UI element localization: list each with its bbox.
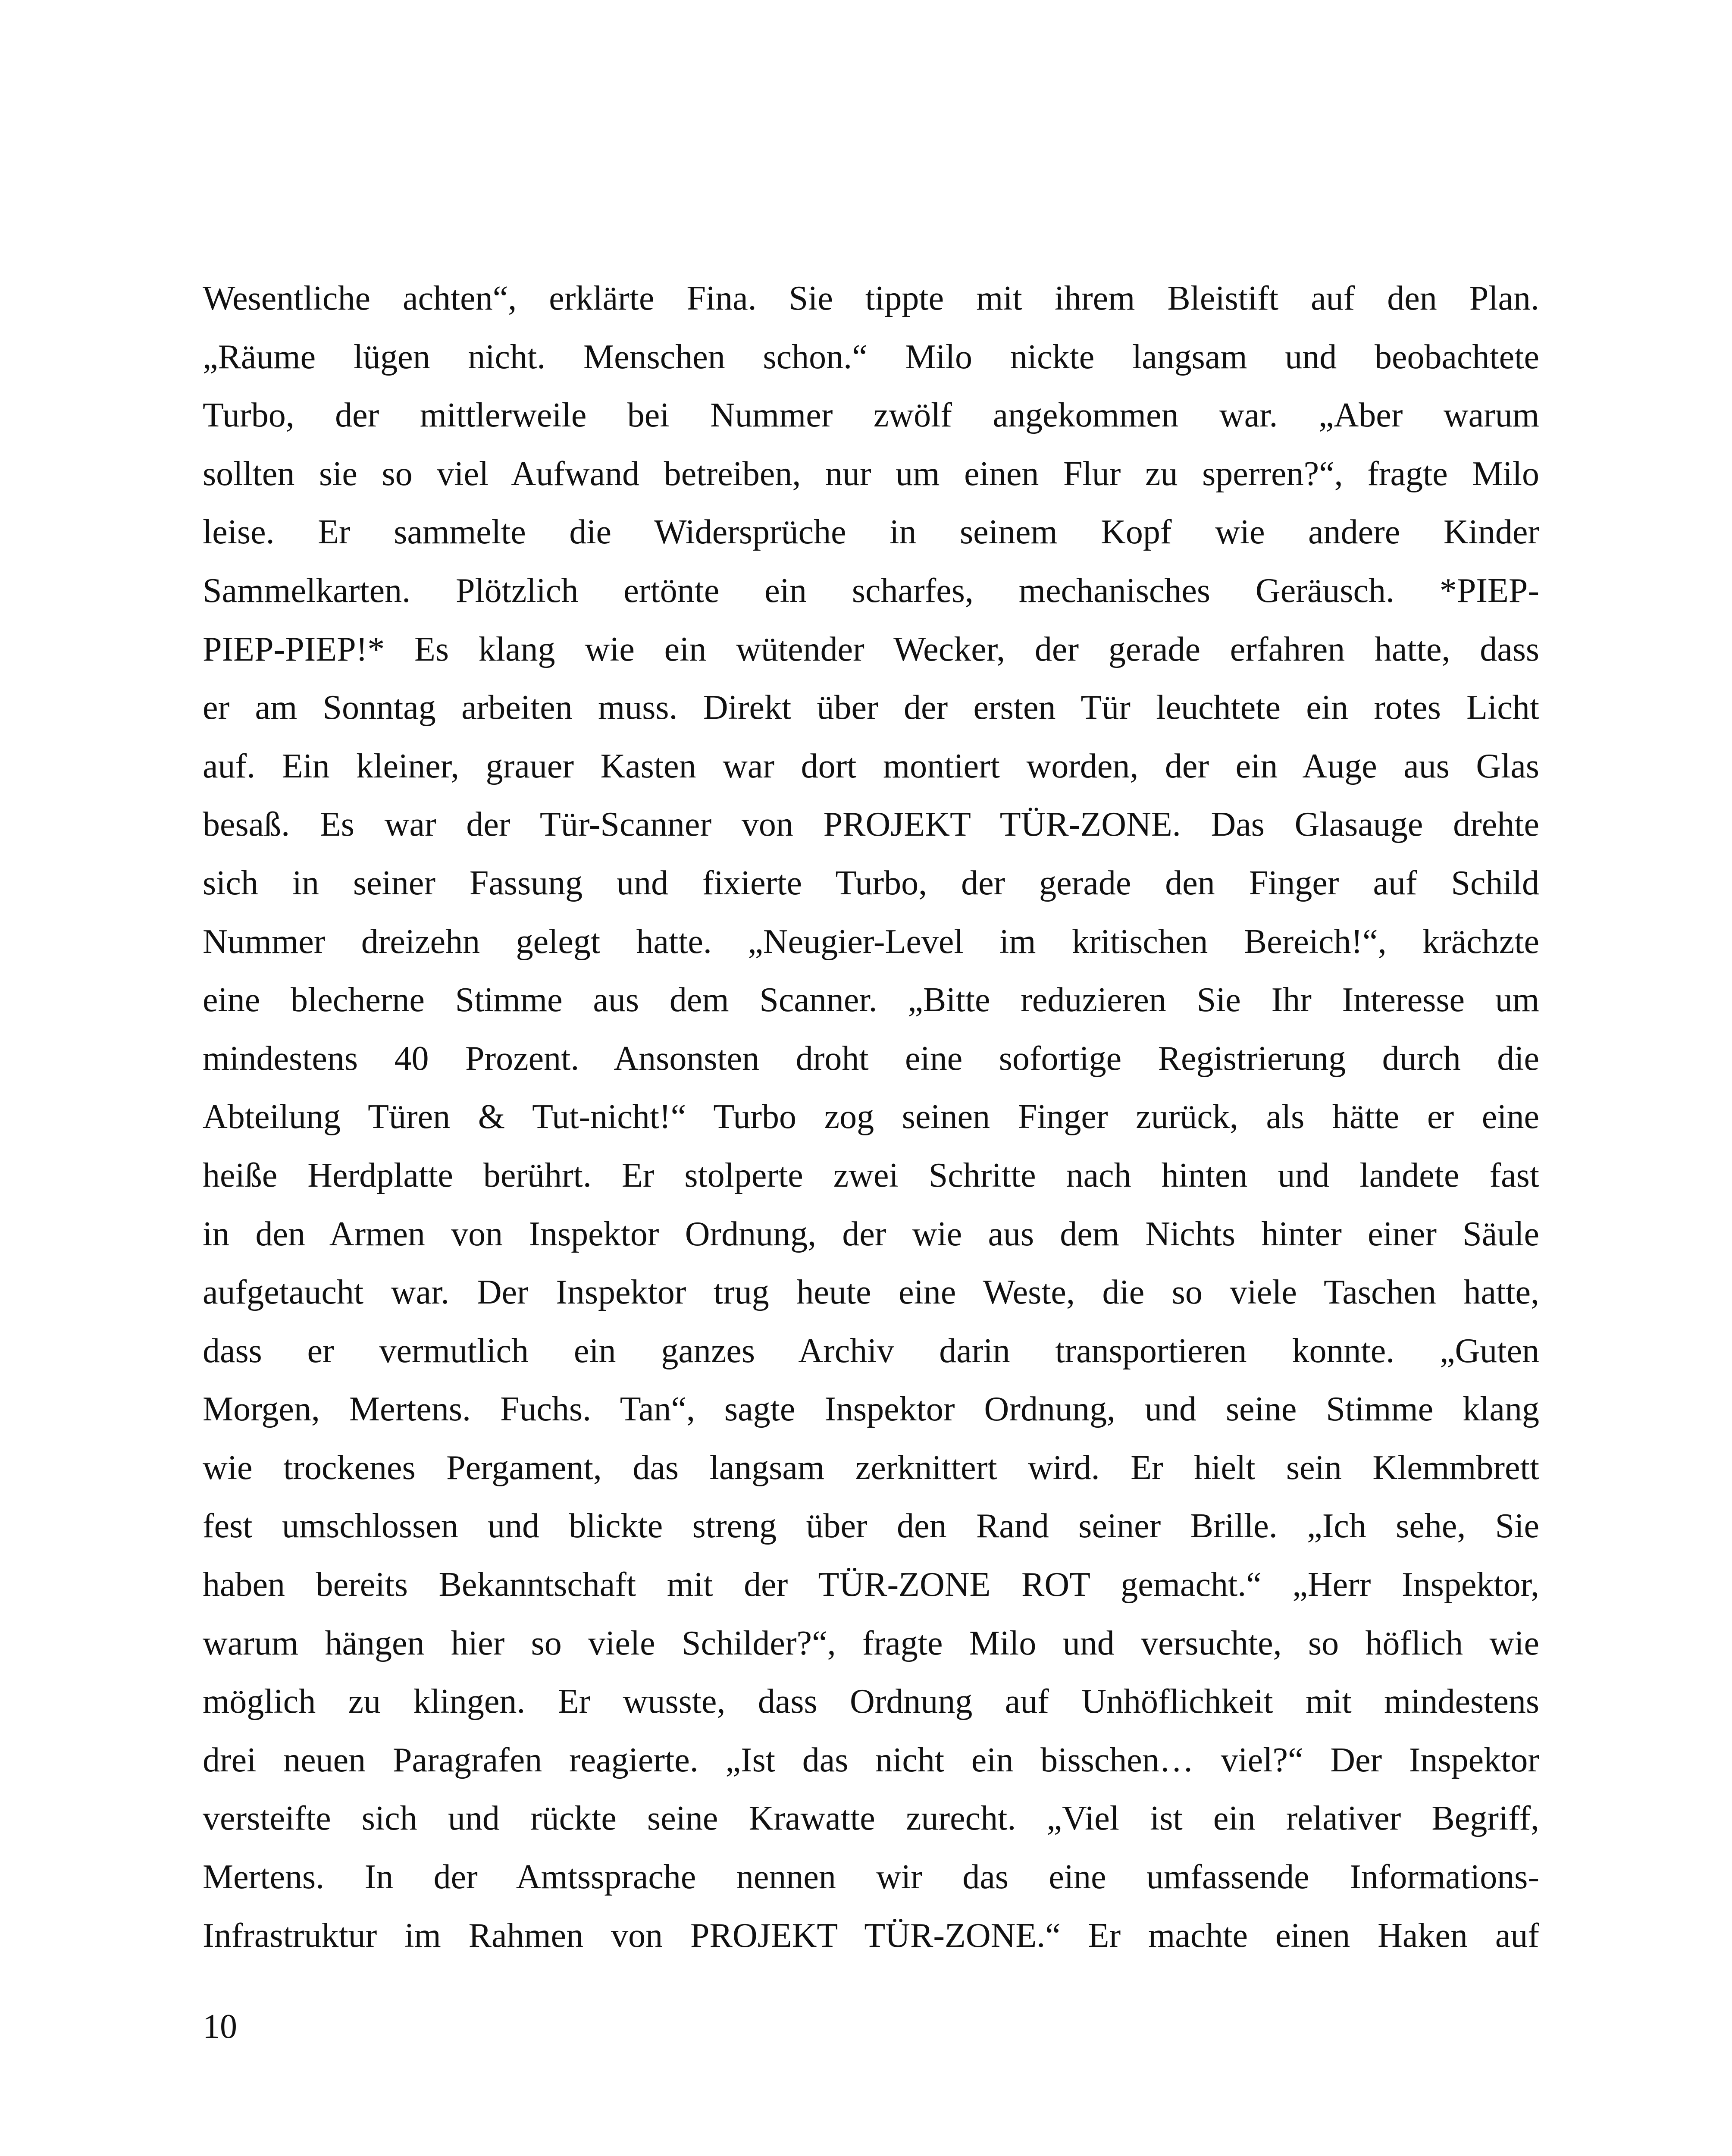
page-number: 10	[203, 2008, 237, 2046]
text-line: dass er vermutlich ein ganzes Archiv darin transportieren konnte. „Guten	[203, 1332, 1539, 1370]
text-line: Sammelkarten. Plötzlich ertönte ein scharfes, mechanisches Geräusch. *PIEP-	[203, 571, 1539, 610]
text-line: Mertens. In der Amtssprache nennen wir das eine umfassende Informations-	[203, 1858, 1539, 1896]
text-line: in den Armen von Inspektor Ordnung, der wie aus dem Nichts hinter einer Säule	[203, 1215, 1539, 1253]
body-text	[203, 270, 1539, 1965]
text-line: wie trockenes Pergament, das langsam zerknittert wird. Er hielt sein Klemmbrett	[203, 1448, 1539, 1487]
text-line: Abteilung Türen & Tut-nicht!“ Turbo zog seinen Finger zurück, als hätte er eine	[203, 1098, 1539, 1136]
text-line: möglich zu klingen. Er wusste, dass Ordnung auf Unhöflichkeit mit mindestens	[203, 1683, 1539, 1721]
text-line: Infrastruktur im Rahmen von PROJEKT TÜR-ZONE.“ Er machte einen Haken auf	[203, 1916, 1539, 1955]
text-line: warum hängen hier so viele Schilder?“, fragte Milo und versuchte, so höflich wie	[203, 1624, 1539, 1662]
text-line: eine blecherne Stimme aus dem Scanner. „Bitte reduzieren Sie Ihr Interesse um	[203, 981, 1539, 1019]
text-line: besaß. Es war der Tür-Scanner von PROJEKT TÜR-ZONE. Das Glasauge drehte	[203, 805, 1539, 844]
text-line: sich in seiner Fassung und fixierte Turbo, der gerade den Finger auf Schild	[203, 864, 1539, 902]
text-line: versteifte sich und rückte seine Krawatte zurecht. „Viel ist ein relativer Begriff,	[203, 1799, 1539, 1838]
text-line: fest umschlossen und blickte streng über den Rand seiner Brille. „Ich sehe, Sie	[203, 1507, 1539, 1545]
text-line: Nummer dreizehn gelegt hatte. „Neugier-Level im kritischen Bereich!“, krächzte	[203, 922, 1539, 961]
text-line: leise. Er sammelte die Widersprüche in seinem Kopf wie andere Kinder	[203, 513, 1539, 552]
text-line: PIEP-PIEP!* Es klang wie ein wütender Wecker, der gerade erfahren hatte, dass	[203, 630, 1539, 668]
text-line: er am Sonntag arbeiten muss. Direkt über der ersten Tür leuchtete ein rotes Licht	[203, 689, 1539, 727]
text-line: heiße Herdplatte berührt. Er stolperte zwei Schritte nach hinten und landete fast	[203, 1156, 1539, 1194]
text-line: aufgetaucht war. Der Inspektor trug heute eine Weste, die so viele Taschen hatte,	[203, 1273, 1539, 1312]
text-line: mindestens 40 Prozent. Ansonsten droht eine sofortige Registrierung durch die	[203, 1039, 1539, 1078]
text-line: Turbo, der mittlerweile bei Nummer zwölf angekommen war. „Aber warum	[203, 396, 1539, 435]
text-line: drei neuen Paragrafen reagierte. „Ist das nicht ein bisschen… viel?“ Der Inspektor	[203, 1741, 1539, 1779]
text-line: Morgen, Mertens. Fuchs. Tan“, sagte Inspektor Ordnung, und seine Stimme klang	[203, 1390, 1539, 1429]
text-line: Wesentliche achten“, erklärte Fina. Sie tippte mit ihrem Bleistift auf den Plan.	[203, 279, 1539, 317]
text-line: „Räume lügen nicht. Menschen schon.“ Milo nickte langsam und beobachtete	[203, 338, 1539, 376]
text-line: sollten sie so viel Aufwand betreiben, nur um einen Flur zu sperren?“, fragte Milo	[203, 454, 1539, 493]
text-line: haben bereits Bekanntschaft mit der TÜR-ZONE ROT gemacht.“ „Herr Inspektor,	[203, 1566, 1539, 1604]
text-line: auf. Ein kleiner, grauer Kasten war dort montiert worden, der ein Auge aus Glas	[203, 747, 1539, 785]
